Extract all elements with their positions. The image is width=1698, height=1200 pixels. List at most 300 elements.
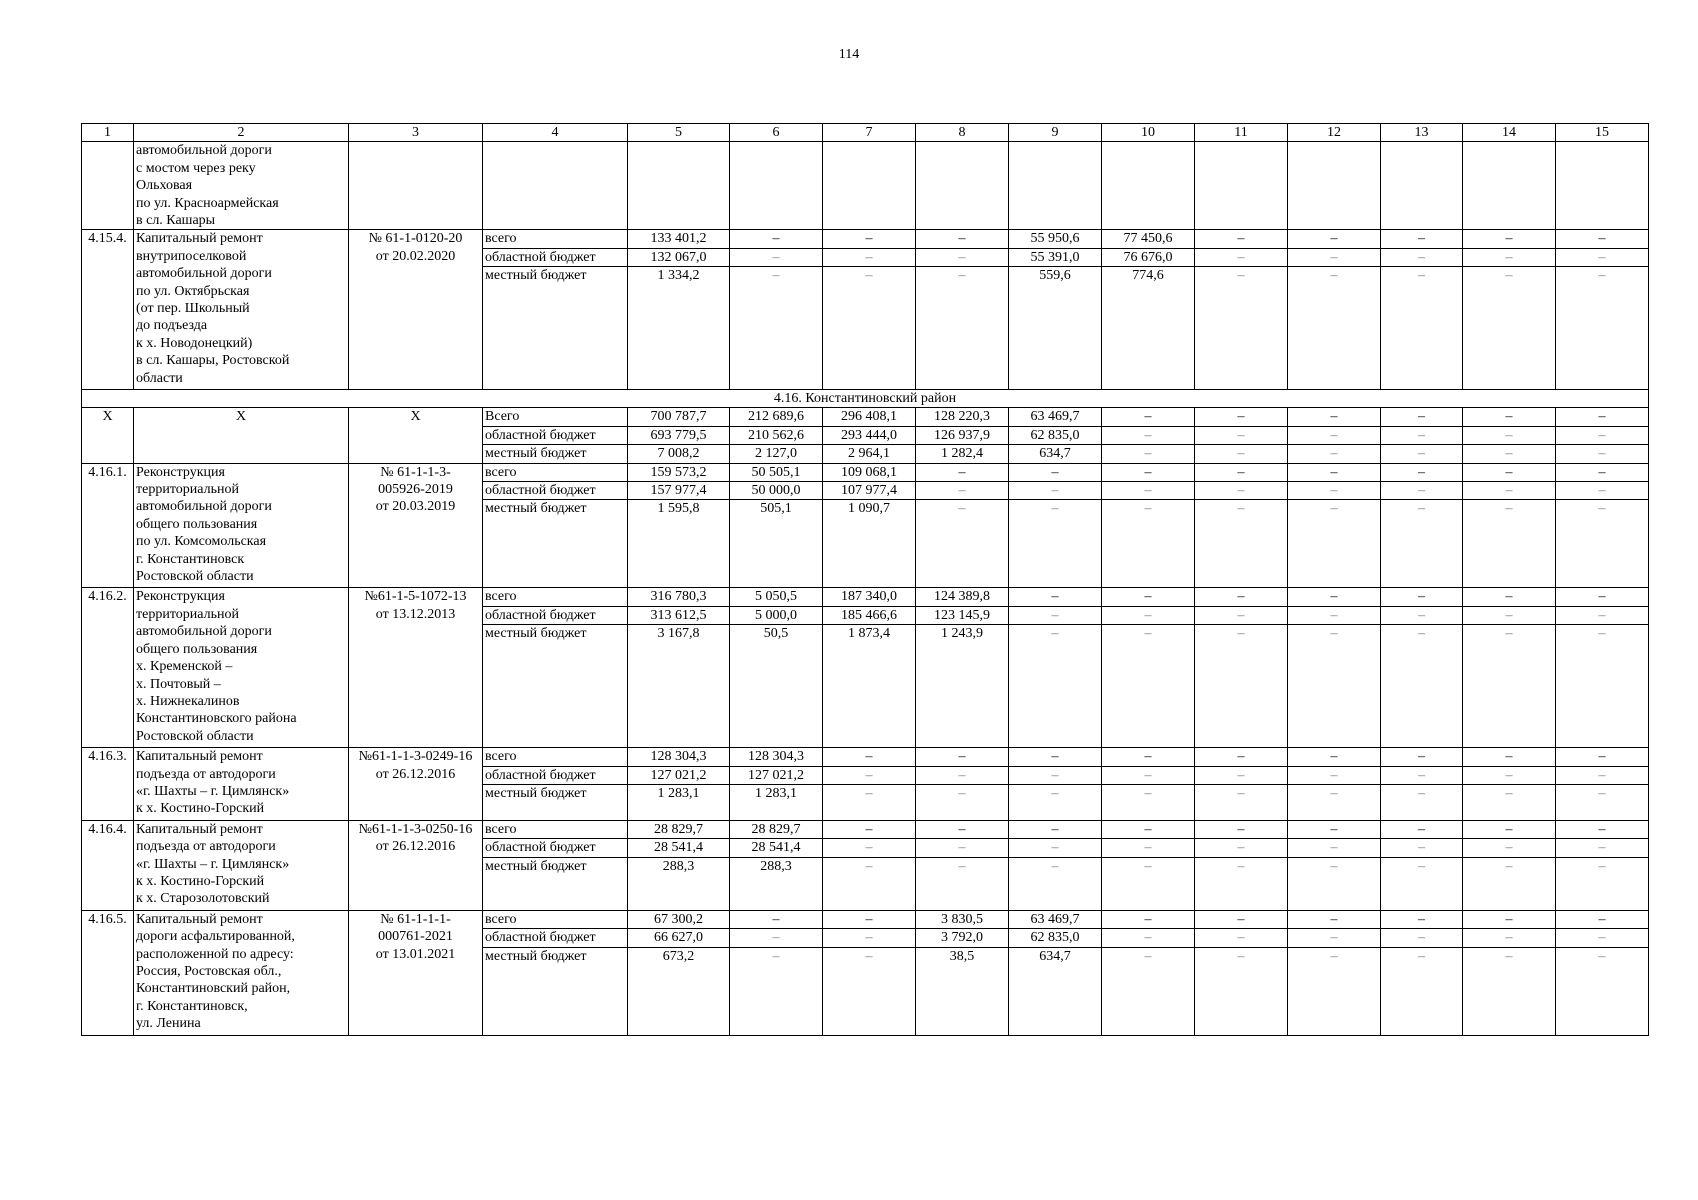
funding-source: местный бюджет: [483, 857, 628, 910]
value-cell: –: [1381, 482, 1463, 500]
value-cell: –: [1009, 857, 1102, 910]
value-cell: –: [1195, 625, 1288, 748]
value-cell: 296 408,1: [823, 408, 916, 426]
value-cell: –: [1288, 748, 1381, 766]
value-cell: –: [730, 248, 823, 266]
value-cell: 288,3: [730, 857, 823, 910]
value-cell: –: [1195, 248, 1288, 266]
value-cell: –: [730, 267, 823, 390]
value-cell: –: [916, 230, 1009, 248]
item-document-line: №61-1-1-3-0250-16: [358, 821, 473, 837]
table-row: [82, 820, 1649, 838]
value-cell: –: [1463, 784, 1556, 820]
item-name: [134, 820, 349, 910]
value-cell: 559,6: [1009, 267, 1102, 390]
column-number-row: [82, 124, 1649, 142]
value-cell: [1556, 142, 1649, 230]
value-cell: 67 300,2: [628, 910, 730, 928]
value-cell: –: [1102, 426, 1195, 444]
value-cell: –: [1463, 748, 1556, 766]
value-cell: 5 050,5: [730, 588, 823, 606]
funding-source: областной бюджет: [483, 248, 628, 266]
value-cell: –: [1381, 820, 1463, 838]
item-name-line: с мостом через реку: [136, 160, 256, 176]
item-name-line: автомобильной дороги: [136, 266, 272, 282]
item-document-line: 000761-2021: [378, 929, 453, 945]
value-cell: –: [1288, 267, 1381, 390]
value-cell: –: [1288, 929, 1381, 947]
item-document-line: от 13.01.2021: [375, 946, 456, 962]
value-cell: 3 167,8: [628, 625, 730, 748]
value-cell: –: [1556, 408, 1649, 426]
item-number: 4.15.4.: [82, 230, 134, 390]
value-cell: –: [916, 748, 1009, 766]
value-cell: 313 612,5: [628, 606, 730, 624]
funding-source: местный бюджет: [483, 500, 628, 588]
value-cell: –: [916, 820, 1009, 838]
value-cell: –: [1556, 248, 1649, 266]
item-document-line: от 13.12.2013: [375, 606, 456, 622]
value-cell: –: [1556, 839, 1649, 857]
item-name-line: территориальной: [136, 482, 239, 498]
item-document: [349, 588, 483, 748]
funding-source: местный бюджет: [483, 784, 628, 820]
value-cell: –: [1288, 588, 1381, 606]
value-cell: –: [1381, 839, 1463, 857]
value-cell: –: [823, 929, 916, 947]
column-number: 10: [1102, 124, 1195, 142]
value-cell: 127 021,2: [628, 766, 730, 784]
value-cell: –: [1556, 500, 1649, 588]
item-name-line: подъезда от автодороги: [136, 766, 276, 782]
value-cell: 2 964,1: [823, 445, 916, 463]
column-number: 4: [483, 124, 628, 142]
value-cell: –: [1009, 748, 1102, 766]
item-name-line: в сл. Кашары: [136, 213, 216, 229]
value-cell: –: [1288, 784, 1381, 820]
section-header-row: [82, 390, 1649, 408]
value-cell: 1 595,8: [628, 500, 730, 588]
funding-source: Всего: [483, 408, 628, 426]
value-cell: 124 389,8: [916, 588, 1009, 606]
item-name-line: Константиновский район,: [136, 981, 291, 997]
value-cell: –: [1102, 588, 1195, 606]
value-cell: –: [1463, 500, 1556, 588]
item-name-line: внутрипоселковой: [136, 248, 247, 264]
value-cell: –: [823, 947, 916, 1035]
value-cell: –: [1381, 588, 1463, 606]
item-name-line: автомобильной дороги: [136, 143, 272, 159]
value-cell: –: [1556, 230, 1649, 248]
value-cell: –: [916, 839, 1009, 857]
value-cell: –: [823, 784, 916, 820]
value-cell: –: [730, 910, 823, 928]
column-number: 7: [823, 124, 916, 142]
value-cell: –: [1288, 482, 1381, 500]
value-cell: –: [823, 857, 916, 910]
item-name-line: «г. Шахты – г. Цимлянск»: [136, 783, 290, 799]
funding-source: местный бюджет: [483, 267, 628, 390]
item-name: [134, 142, 349, 230]
value-cell: –: [1556, 606, 1649, 624]
value-cell: –: [1195, 408, 1288, 426]
value-cell: 1 090,7: [823, 500, 916, 588]
item-name: [134, 588, 349, 748]
value-cell: –: [1102, 784, 1195, 820]
item-name-line: Ольховая: [136, 178, 193, 194]
value-cell: –: [1195, 766, 1288, 784]
item-name-line: по ул. Комсомольская: [136, 534, 267, 550]
value-cell: –: [1381, 248, 1463, 266]
value-cell: 1 283,1: [730, 784, 823, 820]
funding-source: всего: [483, 910, 628, 928]
value-cell: –: [1381, 500, 1463, 588]
value-cell: –: [1463, 482, 1556, 500]
value-cell: –: [1463, 408, 1556, 426]
value-cell: –: [823, 820, 916, 838]
value-cell: –: [1102, 482, 1195, 500]
value-cell: –: [1463, 947, 1556, 1035]
value-cell: –: [730, 947, 823, 1035]
item-name-line: Ростовской области: [136, 728, 254, 744]
item-name-line: Капитальный ремонт: [136, 231, 263, 247]
value-cell: –: [1463, 445, 1556, 463]
value-cell: –: [1556, 947, 1649, 1035]
value-cell: –: [1009, 784, 1102, 820]
item-number: 4.16.1.: [82, 463, 134, 588]
value-cell: –: [1463, 929, 1556, 947]
value-cell: 107 977,4: [823, 482, 916, 500]
column-number: 1: [82, 124, 134, 142]
section-title: 4.16. Константиновский район: [82, 390, 1649, 408]
funding-source: местный бюджет: [483, 445, 628, 463]
value-cell: –: [916, 248, 1009, 266]
value-cell: –: [1288, 408, 1381, 426]
value-cell: 128 220,3: [916, 408, 1009, 426]
item-document-line: от 20.03.2019: [375, 499, 456, 515]
value-cell: –: [1556, 929, 1649, 947]
column-number: 8: [916, 124, 1009, 142]
column-number: 5: [628, 124, 730, 142]
value-cell: –: [1463, 839, 1556, 857]
value-cell: 50 000,0: [730, 482, 823, 500]
column-number: 2: [134, 124, 349, 142]
total-marker: Х: [82, 408, 134, 463]
value-cell: –: [1381, 267, 1463, 390]
item-name-line: в сл. Кашары, Ростовской: [136, 353, 290, 369]
value-cell: –: [1463, 606, 1556, 624]
table-row: [82, 142, 1649, 230]
funding-source: областной бюджет: [483, 929, 628, 947]
funding-table: [81, 123, 1649, 1036]
value-cell: 634,7: [1009, 445, 1102, 463]
value-cell: –: [1288, 820, 1381, 838]
value-cell: –: [1102, 947, 1195, 1035]
value-cell: –: [1009, 500, 1102, 588]
item-name: [134, 748, 349, 821]
value-cell: 210 562,6: [730, 426, 823, 444]
value-cell: –: [1195, 426, 1288, 444]
value-cell: –: [1381, 910, 1463, 928]
value-cell: –: [1009, 606, 1102, 624]
item-document-line: от 26.12.2016: [375, 766, 456, 782]
value-cell: 128 304,3: [730, 748, 823, 766]
value-cell: –: [1102, 748, 1195, 766]
funding-source: всего: [483, 463, 628, 481]
value-cell: –: [1195, 482, 1288, 500]
value-cell: –: [1288, 625, 1381, 748]
funding-source: всего: [483, 820, 628, 838]
column-number: 6: [730, 124, 823, 142]
value-cell: –: [1009, 625, 1102, 748]
table-row: [82, 463, 1649, 481]
funding-source: областной бюджет: [483, 766, 628, 784]
value-cell: 128 304,3: [628, 748, 730, 766]
funding-source: областной бюджет: [483, 839, 628, 857]
funding-source: областной бюджет: [483, 482, 628, 500]
item-name-line: подъезда от автодороги: [136, 839, 276, 855]
item-name-line: (от пер. Школьный: [136, 301, 250, 317]
value-cell: 7 008,2: [628, 445, 730, 463]
value-cell: 127 021,2: [730, 766, 823, 784]
value-cell: –: [1195, 748, 1288, 766]
column-number: 11: [1195, 124, 1288, 142]
item-document-line: от 26.12.2016: [375, 839, 456, 855]
item-number: 4.16.4.: [82, 820, 134, 910]
item-name-line: к х. Костино-Горский: [136, 873, 265, 889]
value-cell: 159 573,2: [628, 463, 730, 481]
value-cell: –: [1102, 857, 1195, 910]
item-name-line: Россия, Ростовская обл.,: [136, 963, 282, 979]
value-cell: –: [916, 463, 1009, 481]
value-cell: –: [1288, 766, 1381, 784]
value-cell: [628, 142, 730, 230]
item-name-line: Капитальный ремонт: [136, 749, 263, 765]
value-cell: –: [1009, 463, 1102, 481]
page-number: 114: [838, 47, 860, 62]
value-cell: 28 541,4: [628, 839, 730, 857]
value-cell: [730, 142, 823, 230]
item-number: 4.16.2.: [82, 588, 134, 748]
value-cell: 50 505,1: [730, 463, 823, 481]
value-cell: –: [1556, 445, 1649, 463]
value-cell: –: [1009, 839, 1102, 857]
column-number: 12: [1288, 124, 1381, 142]
value-cell: [1009, 142, 1102, 230]
value-cell: 774,6: [1102, 267, 1195, 390]
value-cell: –: [1195, 820, 1288, 838]
funding-source: местный бюджет: [483, 625, 628, 748]
value-cell: –: [1556, 766, 1649, 784]
value-cell: –: [1195, 910, 1288, 928]
item-number: [82, 142, 134, 230]
value-cell: –: [916, 267, 1009, 390]
value-cell: –: [1463, 426, 1556, 444]
value-cell: 28 541,4: [730, 839, 823, 857]
item-name-line: Константиновского района: [136, 711, 297, 727]
value-cell: –: [1463, 463, 1556, 481]
value-cell: –: [1102, 463, 1195, 481]
value-cell: 38,5: [916, 947, 1009, 1035]
value-cell: –: [1381, 947, 1463, 1035]
table-row: [82, 588, 1649, 606]
value-cell: –: [1463, 230, 1556, 248]
value-cell: –: [823, 248, 916, 266]
value-cell: 185 466,6: [823, 606, 916, 624]
value-cell: 157 977,4: [628, 482, 730, 500]
value-cell: 63 469,7: [1009, 408, 1102, 426]
item-name-line: Ростовской области: [136, 569, 254, 585]
funding-source: всего: [483, 230, 628, 248]
value-cell: –: [1288, 910, 1381, 928]
item-name-line: по ул. Красноармейская: [136, 195, 279, 211]
value-cell: –: [1195, 445, 1288, 463]
value-cell: 1 282,4: [916, 445, 1009, 463]
value-cell: –: [1195, 588, 1288, 606]
value-cell: –: [1381, 445, 1463, 463]
value-cell: –: [1009, 820, 1102, 838]
total-marker: Х: [349, 408, 483, 463]
column-number: 13: [1381, 124, 1463, 142]
section-total-row: [82, 408, 1649, 426]
value-cell: [916, 142, 1009, 230]
value-cell: –: [1288, 500, 1381, 588]
item-name-line: г. Константиновск: [136, 551, 245, 567]
item-name-line: х. Кременской –: [136, 659, 233, 675]
value-cell: 1 283,1: [628, 784, 730, 820]
value-cell: 76 676,0: [1102, 248, 1195, 266]
value-cell: –: [1381, 766, 1463, 784]
value-cell: –: [1009, 766, 1102, 784]
value-cell: –: [1556, 463, 1649, 481]
table-row: [82, 230, 1649, 248]
value-cell: –: [1556, 482, 1649, 500]
item-name-line: общего пользования: [136, 641, 258, 657]
value-cell: –: [1381, 463, 1463, 481]
funding-source: областной бюджет: [483, 426, 628, 444]
item-name-line: к х. Новодонецкий): [136, 335, 253, 351]
value-cell: –: [916, 766, 1009, 784]
value-cell: –: [1195, 947, 1288, 1035]
value-cell: –: [1288, 947, 1381, 1035]
value-cell: –: [1195, 500, 1288, 588]
funding-source: [483, 142, 628, 230]
item-document-line: №61-1-1-3-0249-16: [358, 749, 473, 765]
item-name-line: х. Почтовый –: [136, 676, 221, 692]
item-name-line: дороги асфальтированной,: [136, 929, 295, 945]
value-cell: –: [1288, 857, 1381, 910]
item-name-line: общего пользования: [136, 516, 258, 532]
value-cell: –: [823, 230, 916, 248]
value-cell: –: [1288, 839, 1381, 857]
value-cell: 288,3: [628, 857, 730, 910]
value-cell: –: [1102, 766, 1195, 784]
item-name-line: по ул. Октябрьская: [136, 283, 250, 299]
value-cell: –: [1381, 857, 1463, 910]
item-name-line: к х. Костино-Горский: [136, 801, 265, 817]
value-cell: 62 835,0: [1009, 426, 1102, 444]
value-cell: 2 127,0: [730, 445, 823, 463]
value-cell: 673,2: [628, 947, 730, 1035]
value-cell: –: [1102, 820, 1195, 838]
value-cell: –: [1463, 267, 1556, 390]
value-cell: [1463, 142, 1556, 230]
item-name-line: Реконструкция: [136, 464, 225, 480]
value-cell: –: [1195, 784, 1288, 820]
value-cell: –: [1288, 463, 1381, 481]
value-cell: 1 873,4: [823, 625, 916, 748]
item-name-line: Реконструкция: [136, 589, 225, 605]
value-cell: –: [1102, 408, 1195, 426]
value-cell: –: [823, 766, 916, 784]
value-cell: –: [823, 839, 916, 857]
value-cell: –: [916, 784, 1009, 820]
column-number: 15: [1556, 124, 1649, 142]
value-cell: 1 334,2: [628, 267, 730, 390]
item-document: [349, 820, 483, 910]
value-cell: [823, 142, 916, 230]
item-document: [349, 748, 483, 821]
value-cell: –: [1102, 929, 1195, 947]
item-name-line: «г. Шахты – г. Цимлянск»: [136, 856, 290, 872]
value-cell: –: [1556, 784, 1649, 820]
value-cell: 50,5: [730, 625, 823, 748]
value-cell: –: [1463, 248, 1556, 266]
value-cell: –: [1556, 426, 1649, 444]
funding-source: всего: [483, 748, 628, 766]
value-cell: [1195, 142, 1288, 230]
item-name-line: области: [136, 370, 183, 386]
item-name-line: территориальной: [136, 606, 239, 622]
item-document-line: № 61-1-0120-20: [368, 231, 463, 247]
value-cell: –: [916, 500, 1009, 588]
value-cell: –: [1463, 766, 1556, 784]
column-number: 3: [349, 124, 483, 142]
value-cell: [1288, 142, 1381, 230]
value-cell: –: [1556, 267, 1649, 390]
item-document: [349, 142, 483, 230]
value-cell: –: [1463, 625, 1556, 748]
value-cell: –: [916, 482, 1009, 500]
value-cell: –: [916, 857, 1009, 910]
item-name-line: Капитальный ремонт: [136, 821, 263, 837]
value-cell: 187 340,0: [823, 588, 916, 606]
value-cell: –: [1195, 230, 1288, 248]
value-cell: 55 391,0: [1009, 248, 1102, 266]
value-cell: –: [1195, 463, 1288, 481]
value-cell: –: [1556, 748, 1649, 766]
value-cell: –: [1463, 588, 1556, 606]
value-cell: 634,7: [1009, 947, 1102, 1035]
value-cell: –: [1381, 230, 1463, 248]
value-cell: –: [1463, 910, 1556, 928]
value-cell: –: [730, 230, 823, 248]
value-cell: –: [1102, 910, 1195, 928]
value-cell: –: [1195, 606, 1288, 624]
item-name-line: расположенной по адресу:: [136, 946, 294, 962]
value-cell: –: [1288, 445, 1381, 463]
value-cell: 55 950,6: [1009, 230, 1102, 248]
item-name-line: ул. Ленина: [136, 1016, 201, 1032]
value-cell: –: [1556, 857, 1649, 910]
value-cell: 133 401,2: [628, 230, 730, 248]
value-cell: 66 627,0: [628, 929, 730, 947]
item-name-line: Капитальный ремонт: [136, 911, 263, 927]
item-name-line: автомобильной дороги: [136, 499, 272, 515]
item-name: [134, 230, 349, 390]
value-cell: –: [1381, 606, 1463, 624]
value-cell: 1 243,9: [916, 625, 1009, 748]
